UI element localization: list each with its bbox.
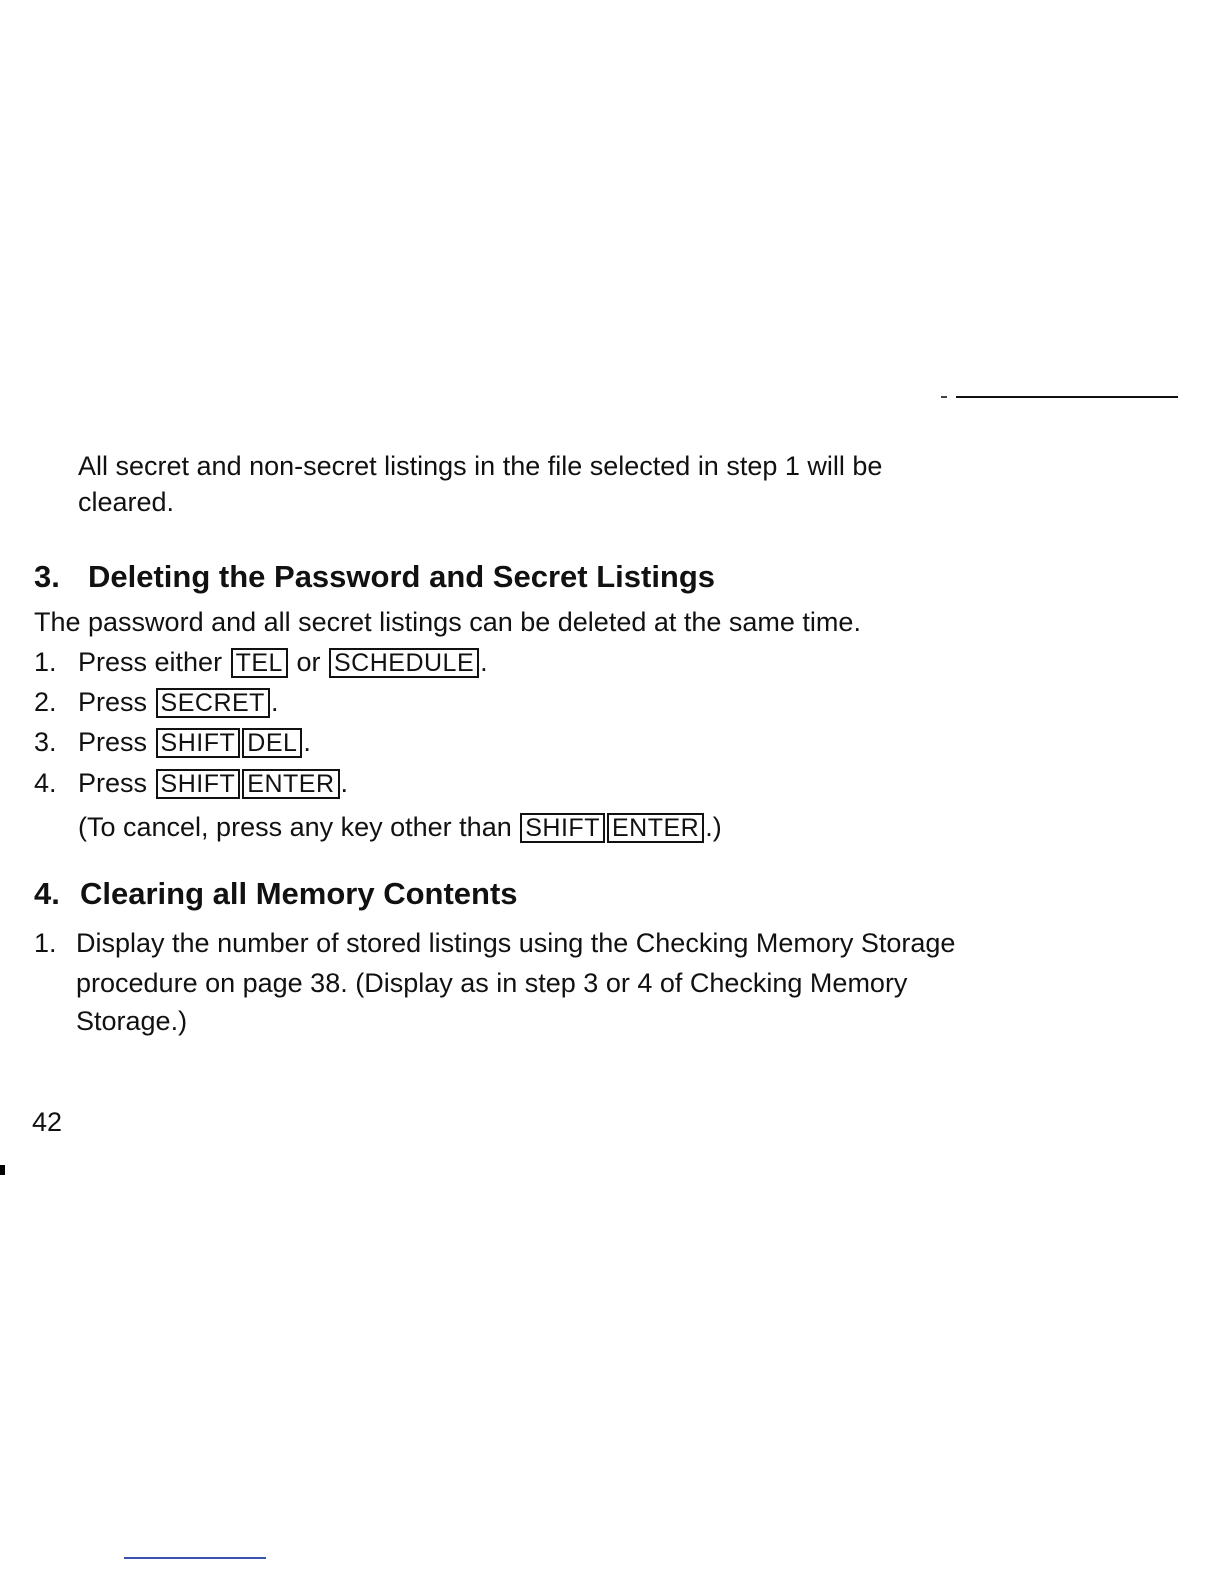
step-suffix: . [480,647,488,677]
step-line-1: Display the number of stored listings using the Checking Memory Storage [76,928,956,958]
page-number: 42 [32,1107,63,1137]
section-3-heading [34,557,715,597]
step-suffix: . [270,687,279,717]
intro-paragraph [78,448,882,520]
shift-key: SHIFT [520,813,605,843]
del-key: DEL [242,728,302,758]
intro-line-1: All secret and non-secret listings in the file selected in step 1 will be [78,451,883,481]
schedule-key: SCHEDULE [329,648,479,678]
step-text: Press [78,687,148,717]
intro-line-2: cleared. [78,487,175,517]
step-text: Press either [78,647,223,677]
step-number: 2. [34,687,57,717]
step-suffix: . [340,768,349,798]
top-rule [956,396,1178,398]
step-text: Press [78,727,148,757]
section-3-number: 3. [34,559,60,594]
section-3-title: Deleting the Password and Secret Listings [88,559,716,594]
step-number: 1. [34,928,57,958]
step-number: 3. [34,727,57,757]
shift-key: SHIFT [156,728,241,758]
step-number: 1. [34,647,57,677]
step-text-or: or [296,647,321,677]
tel-key: TEL [231,648,288,678]
top-rule-dot [941,396,947,398]
bottom-rule [124,1557,266,1559]
section-3-cancel-note [78,809,722,845]
scan-mark [0,1165,5,1175]
enter-key: ENTER [242,769,339,799]
step-suffix: . [303,727,311,757]
section-4-heading [34,874,518,914]
step-number: 4. [34,768,57,798]
section-3-description: The password and all secret listings can be deleted at the same time. [34,607,861,637]
cancel-note-suffix: .) [705,812,722,842]
cancel-note-text: (To cancel, press any key other than [78,812,512,842]
section-4-title: Clearing all Memory Contents [80,876,518,911]
step-text: Press [78,768,148,798]
secret-key: SECRET [156,688,270,718]
shift-key: SHIFT [156,769,241,799]
step-line-3: Storage.) [76,1006,188,1036]
enter-key: ENTER [607,813,704,843]
section-4-number: 4. [34,876,60,911]
step-line-2: procedure on page 38. (Display as in step 3 or 4 of Checking Memory [76,968,908,998]
